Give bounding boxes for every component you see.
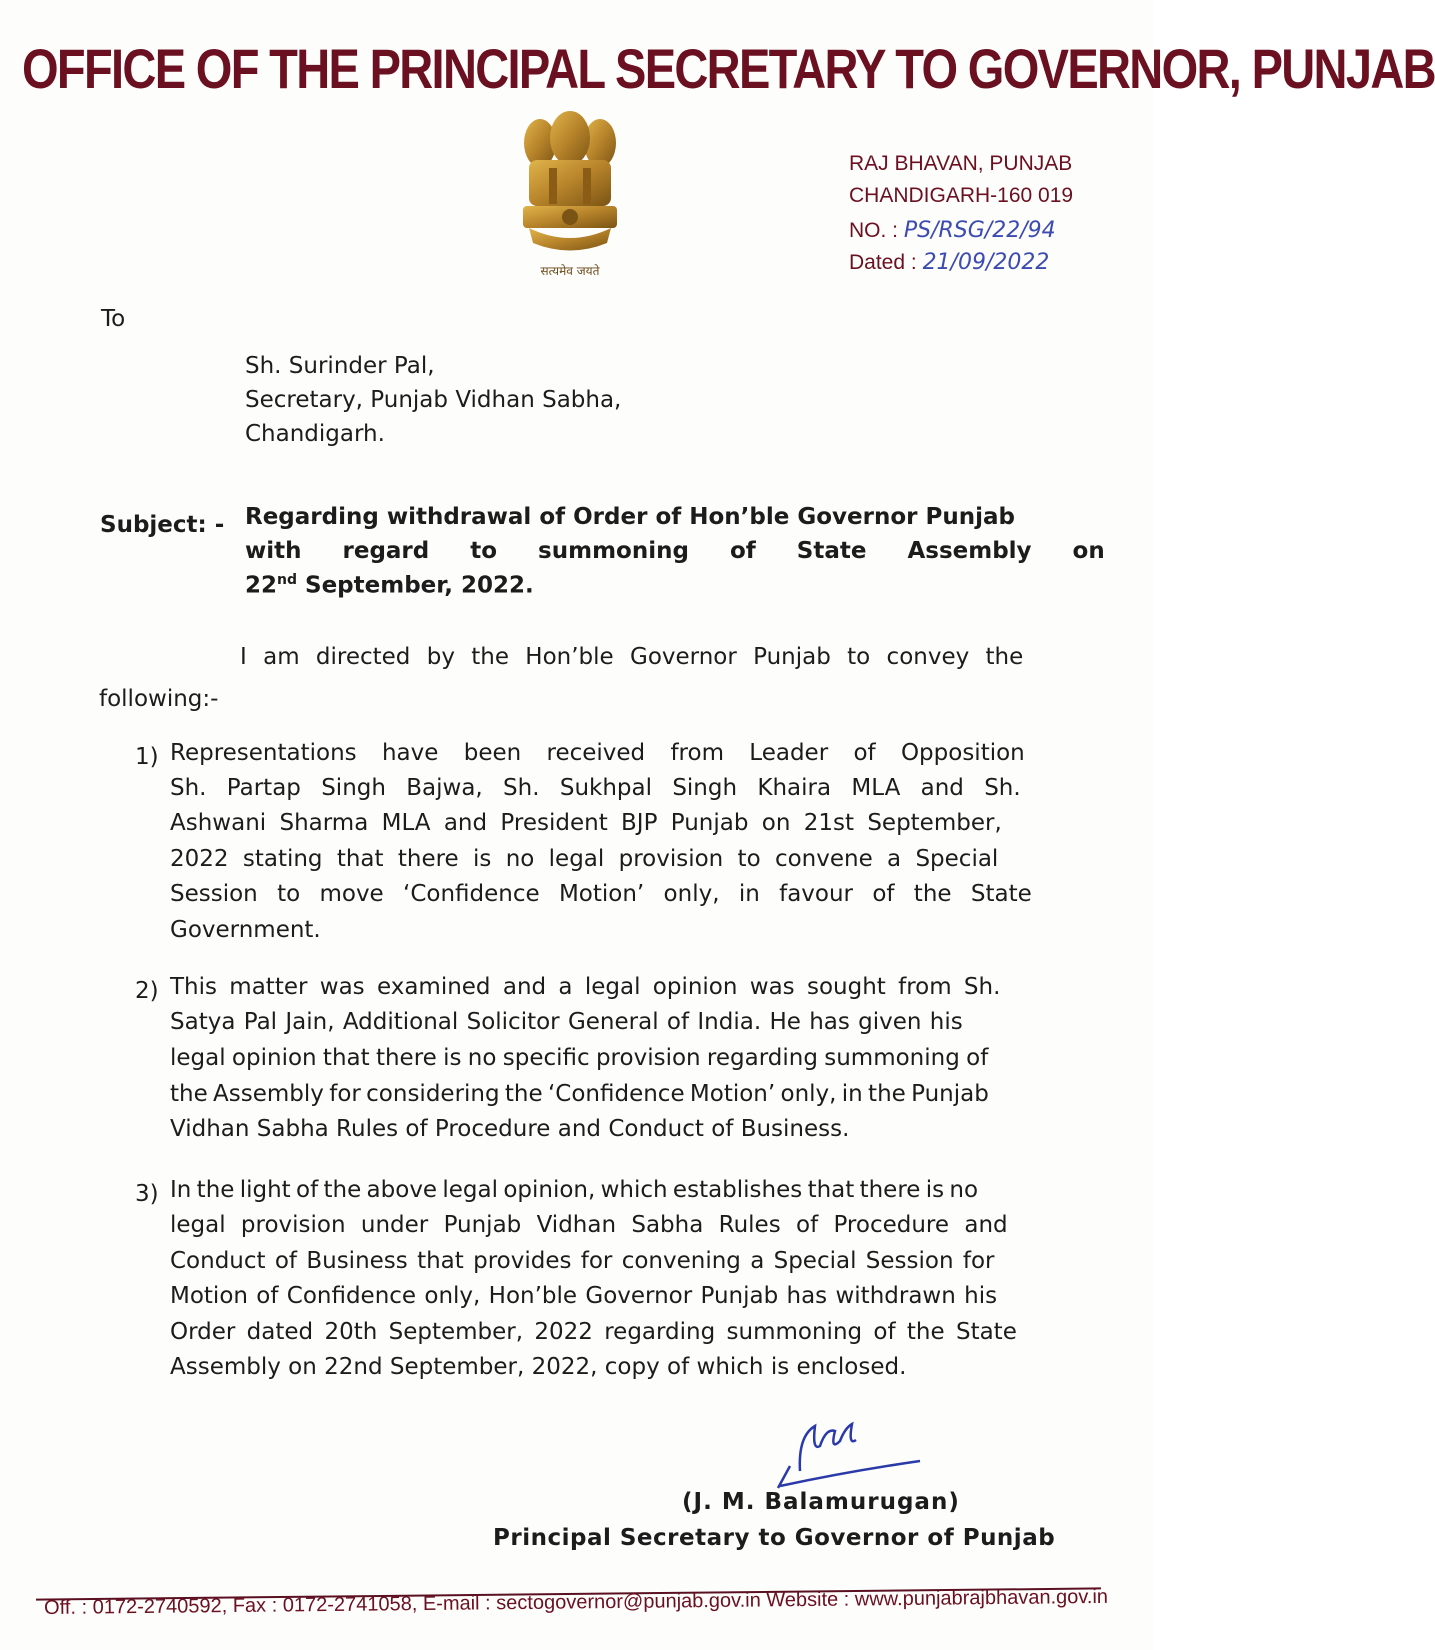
dated-label: Dated : [849, 251, 917, 274]
intro-line-1: I am directed by the Hon’ble Governor Punjab to convey the [240, 644, 1024, 670]
point-line: Order dated 20th September, 2022 regarding summoning of the State [170, 1319, 1017, 1345]
dated-value: 21/09/2022 [922, 250, 1050, 275]
reference-number [849, 218, 1056, 243]
to-label: To [101, 306, 126, 332]
national-emblem-icon [515, 108, 625, 283]
subject-date-suffix: nd [277, 572, 298, 588]
recipient-name: Sh. Surinder Pal, [245, 353, 435, 379]
point-line: legal provision under Punjab Vidhan Sabha Rules of Procedure and [170, 1212, 1008, 1238]
reference-value: PS/RSG/22/94 [903, 218, 1056, 243]
signatory-name: (J. M. Balamurugan) [682, 1489, 960, 1515]
recipient-title: Secretary, Punjab Vidhan Sabha, [245, 387, 622, 413]
point-line: Sh. Partap Singh Bajwa, Sh. Sukhpal Singh Khaira MLA and Sh. [170, 775, 1021, 801]
point-number: 1) [135, 744, 159, 770]
point-line: Vidhan Sabha Rules of Procedure and Conduct of Business. [170, 1116, 850, 1142]
point-line: Government. [170, 917, 321, 943]
point-number: 3) [135, 1181, 159, 1207]
reference-label: NO. : [849, 219, 899, 242]
recipient-city: Chandigarh. [245, 421, 385, 447]
point-line: In the light of the above legal opinion, which establishes that there is no [170, 1177, 979, 1203]
address-line-1: RAJ BHAVAN, PUNJAB [849, 152, 1073, 175]
subject-date-day: 22 [245, 572, 278, 599]
subject-line-3 [245, 572, 534, 599]
subject-date-rest: September, 2022. [297, 572, 534, 599]
motto-text: सत्यमेव जयते [540, 264, 600, 278]
subject-line-2: with regard to summoning of State Assembly on [245, 538, 1105, 564]
point-line: Session to move ‘Confidence Motion’ only, in favour of the State [170, 881, 1032, 907]
footer-contact: Off. : 0172-2740592, Fax : 0172-2741058, E-mail : sectogovernor@punjab.gov.in Website : www.punjabrajbhavan.gov.in [44, 1585, 1109, 1619]
office-title: OFFICE OF THE PRINCIPAL SECRETARY TO GOVERNOR, PUNJAB [22, 37, 1435, 100]
address-line-2: CHANDIGARH-160 019 [849, 184, 1074, 207]
point-line: 2022 stating that there is no legal provision to convene a Special [170, 846, 999, 872]
point-line: legal opinion that there is no specific provision regarding summoning of [170, 1045, 989, 1071]
point-line: Conduct of Business that provides for convening a Special Session for [170, 1248, 995, 1274]
point-line: This matter was examined and a legal opinion was sought from Sh. [170, 974, 1001, 1000]
point-line: Assembly on 22nd September, 2022, copy of which is enclosed. [170, 1354, 907, 1380]
signature-mark [760, 1416, 930, 1496]
point-line: the Assembly for considering the ‘Confidence Motion’ only, in the Punjab [170, 1081, 989, 1107]
dated [849, 250, 1049, 275]
subject-line-1: Regarding withdrawal of Order of Hon’ble Governor Punjab [245, 504, 1015, 530]
subject-label: Subject: - [100, 512, 225, 538]
point-line: Motion of Confidence only, Hon’ble Governor Punjab has withdrawn his [170, 1283, 998, 1309]
point-line: Satya Pal Jain, Additional Solicitor General of India. He has given his [170, 1009, 963, 1035]
point-line: Ashwani Sharma MLA and President BJP Punjab on 21st September, [170, 810, 1002, 836]
point-number: 2) [135, 978, 159, 1004]
signatory-title: Principal Secretary to Governor of Punjab [493, 1525, 1056, 1551]
intro-line-2: following:- [99, 686, 219, 712]
point-line: Representations have been received from Leader of Opposition [170, 740, 1025, 766]
